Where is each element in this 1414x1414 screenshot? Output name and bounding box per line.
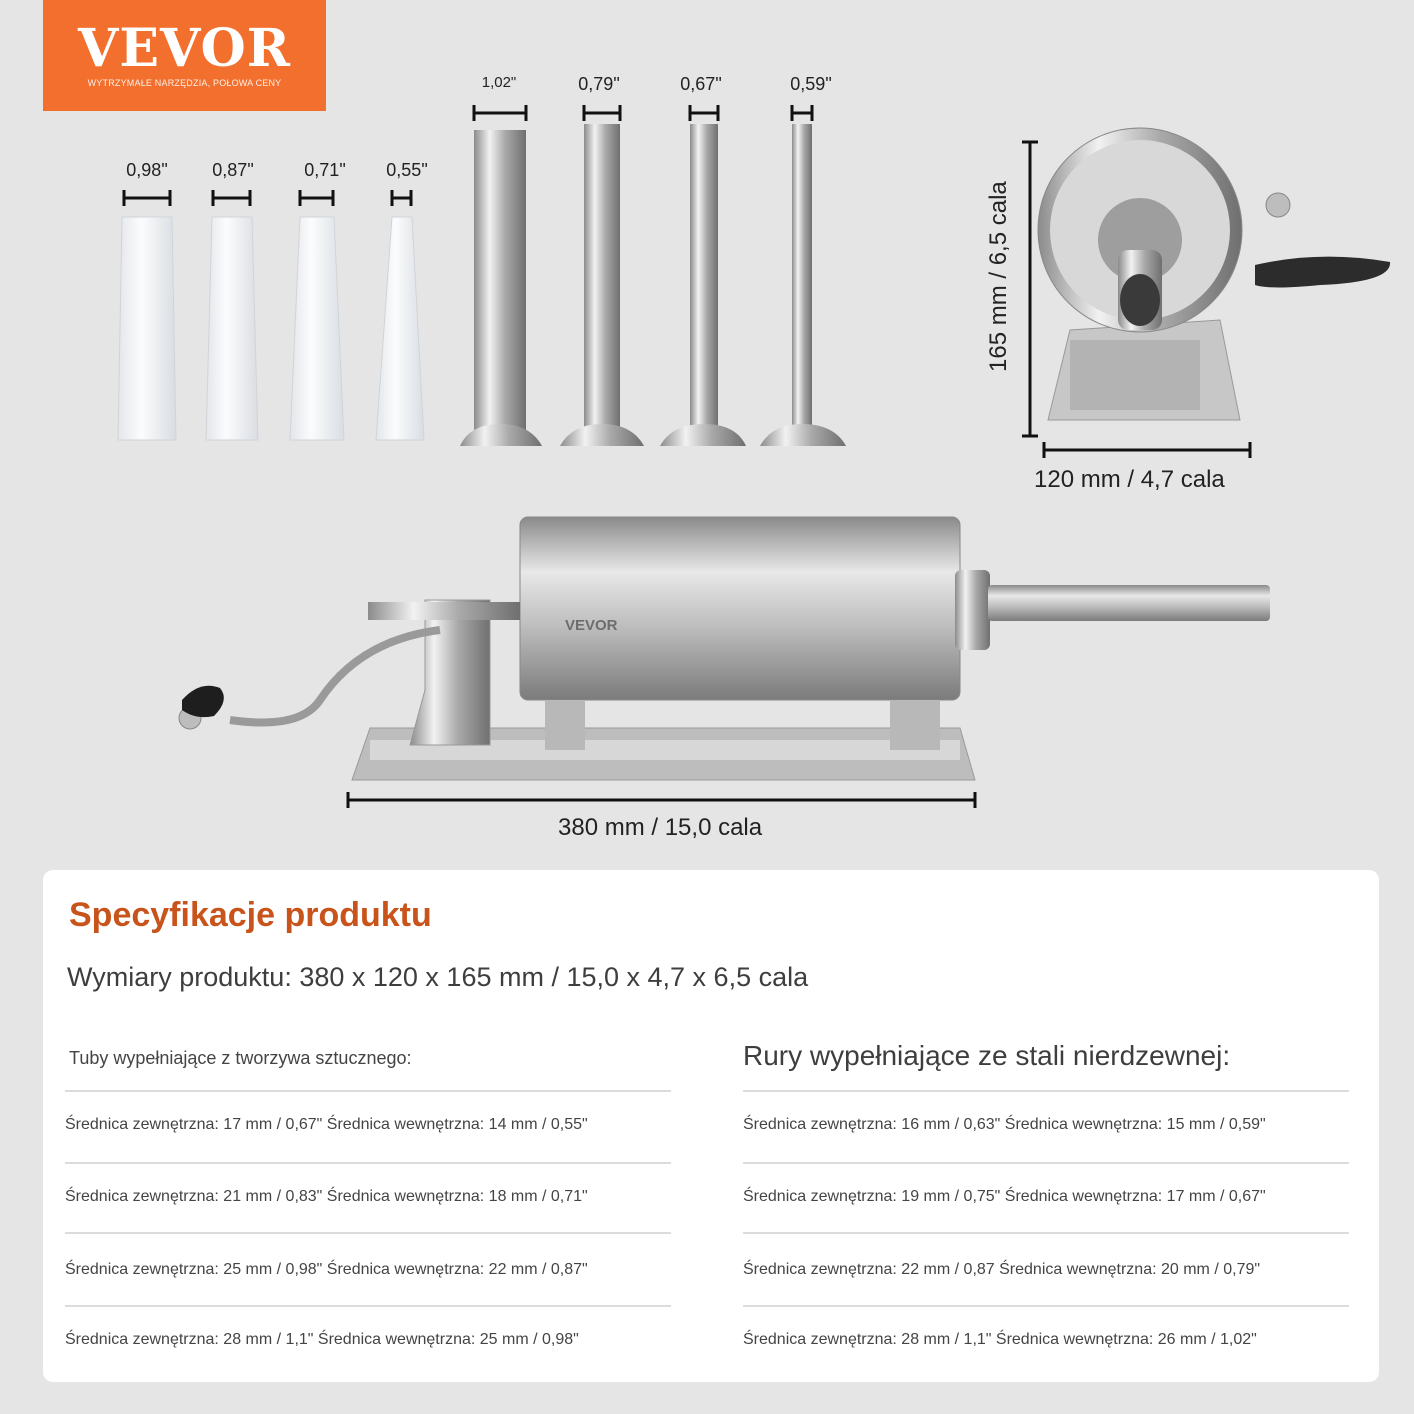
divider xyxy=(743,1162,1349,1164)
steel-dimension-marks xyxy=(474,105,812,121)
body-engraving: VEVOR xyxy=(565,617,618,634)
logo-tagline: WYTRZYMAŁE NARZĘDZIA, POŁOWA CENY xyxy=(87,78,282,88)
steel-tube-2 xyxy=(560,124,644,446)
steel-spec-row-4: Średnica zewnętrzna: 28 mm / 1,1" Średnica wewnętrzna: 26 mm / 1,02" xyxy=(743,1331,1257,1348)
divider xyxy=(65,1162,671,1164)
height-dimension-label: 165 mm / 6,5 cala xyxy=(985,181,1012,372)
steel-tube-3 xyxy=(660,124,746,446)
steel-tube-label-1: 1,02" xyxy=(481,74,517,91)
side-view-illustration xyxy=(179,517,1270,780)
divider xyxy=(65,1090,671,1092)
plastic-tube-2 xyxy=(206,217,258,440)
plastic-dimension-marks xyxy=(124,190,411,206)
plastic-tube-label-4: 0,55" xyxy=(386,160,428,180)
plastic-tube-label-2: 0,87" xyxy=(212,160,254,180)
specifications-card xyxy=(43,870,1379,1382)
steel-spec-row-1: Średnica zewnętrzna: 16 mm / 0,63" Średnica wewnętrzna: 15 mm / 0,59" xyxy=(743,1116,1266,1133)
divider xyxy=(65,1232,671,1234)
divider xyxy=(743,1305,1349,1307)
plastic-tube-3 xyxy=(290,217,344,440)
divider xyxy=(743,1090,1349,1092)
plastic-tube-label-1: 0,98" xyxy=(126,160,168,180)
plastic-tube-4 xyxy=(376,217,424,440)
plastic-spec-row-3: Średnica zewnętrzna: 25 mm / 0,98" Średnica wewnętrzna: 22 mm / 0,87" xyxy=(65,1261,588,1278)
plastic-tube-label-3: 0,71" xyxy=(304,160,346,180)
specs-title: Specyfikacje produktu xyxy=(69,896,432,934)
steel-spec-row-2: Średnica zewnętrzna: 19 mm / 0,75" Średnica wewnętrzna: 17 mm / 0,67" xyxy=(743,1188,1266,1205)
plastic-spec-row-2: Średnica zewnętrzna: 21 mm / 0,83" Średnica wewnętrzna: 18 mm / 0,71" xyxy=(65,1188,588,1205)
product-dimensions-line: Wymiary produktu: 380 x 120 x 165 mm / 15,0 x 4,7 x 6,5 cala xyxy=(67,962,809,992)
plastic-tube-1 xyxy=(118,217,176,440)
plastic-tubes-heading: Tuby wypełniające z tworzywa sztucznego: xyxy=(69,1048,412,1068)
divider xyxy=(65,1305,671,1307)
width-dimension-label: 120 mm / 4,7 cala xyxy=(1034,466,1225,493)
divider xyxy=(743,1232,1349,1234)
steel-spec-row-3: Średnica zewnętrzna: 22 mm / 0,87 Średnica wewnętrzna: 20 mm / 0,79" xyxy=(743,1261,1261,1278)
logo-text: VEVOR xyxy=(78,18,291,79)
steel-tube-label-4: 0,59" xyxy=(790,74,832,94)
front-view-illustration xyxy=(1038,128,1390,420)
plastic-spec-row-4: Średnica zewnętrzna: 28 mm / 1,1" Średnica wewnętrzna: 25 mm / 0,98" xyxy=(65,1331,579,1348)
steel-tubes-heading: Rury wypełniające ze stali nierdzewnej: xyxy=(743,1040,1231,1071)
steel-tube-4 xyxy=(760,124,846,446)
steel-tube-1 xyxy=(460,130,542,446)
steel-tube-label-2: 0,79" xyxy=(578,74,620,94)
length-dimension-label: 380 mm / 15,0 cala xyxy=(558,814,763,841)
side-view-dimension-line xyxy=(348,792,975,808)
plastic-spec-row-1: Średnica zewnętrzna: 17 mm / 0,67" Średnica wewnętrzna: 14 mm / 0,55" xyxy=(65,1116,588,1133)
steel-tube-label-3: 0,67" xyxy=(680,74,722,94)
